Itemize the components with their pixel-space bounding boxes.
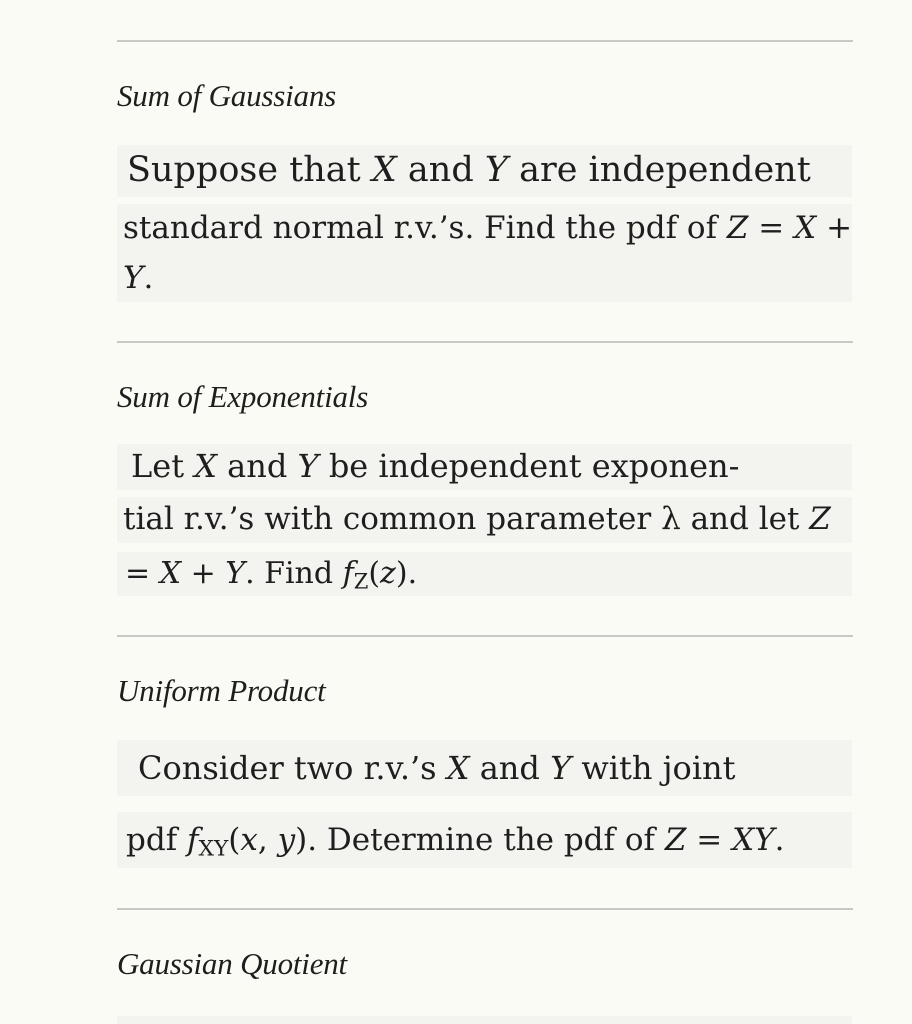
section-title-sum-of-gaussians: Sum of Gaussians (117, 78, 336, 113)
paragraph-line: tial r.v.’s with common parameter λ and let Z (117, 497, 852, 543)
paragraph-line: Y. (117, 254, 852, 302)
paragraph-line: Consider two r.v.’s X and Y with joint (117, 740, 852, 796)
divider (117, 635, 853, 637)
divider (117, 40, 853, 42)
paragraph-line-clipped (117, 1016, 852, 1024)
paragraph-line: = X + Y. Find $f_Z(z)$. (117, 552, 852, 596)
section-title-uniform-product: Uniform Product (117, 673, 326, 708)
section-title-gaussian-quotient: Gaussian Quotient (117, 946, 347, 981)
paragraph-line: Let X and Y be independent exponen- (117, 444, 852, 490)
divider (117, 908, 853, 910)
paragraph-line: pdf $f_{XY}(x$, y). Determine the pdf of Z = XY. (117, 812, 852, 868)
section-title-sum-of-exponentials: Sum of Exponentials (117, 379, 369, 414)
paragraph-line: Suppose that X and Y are independent (117, 145, 852, 197)
paragraph-line: standard normal r.v.’s. Find the pdf of Z = X + (117, 204, 852, 254)
divider (117, 341, 853, 343)
